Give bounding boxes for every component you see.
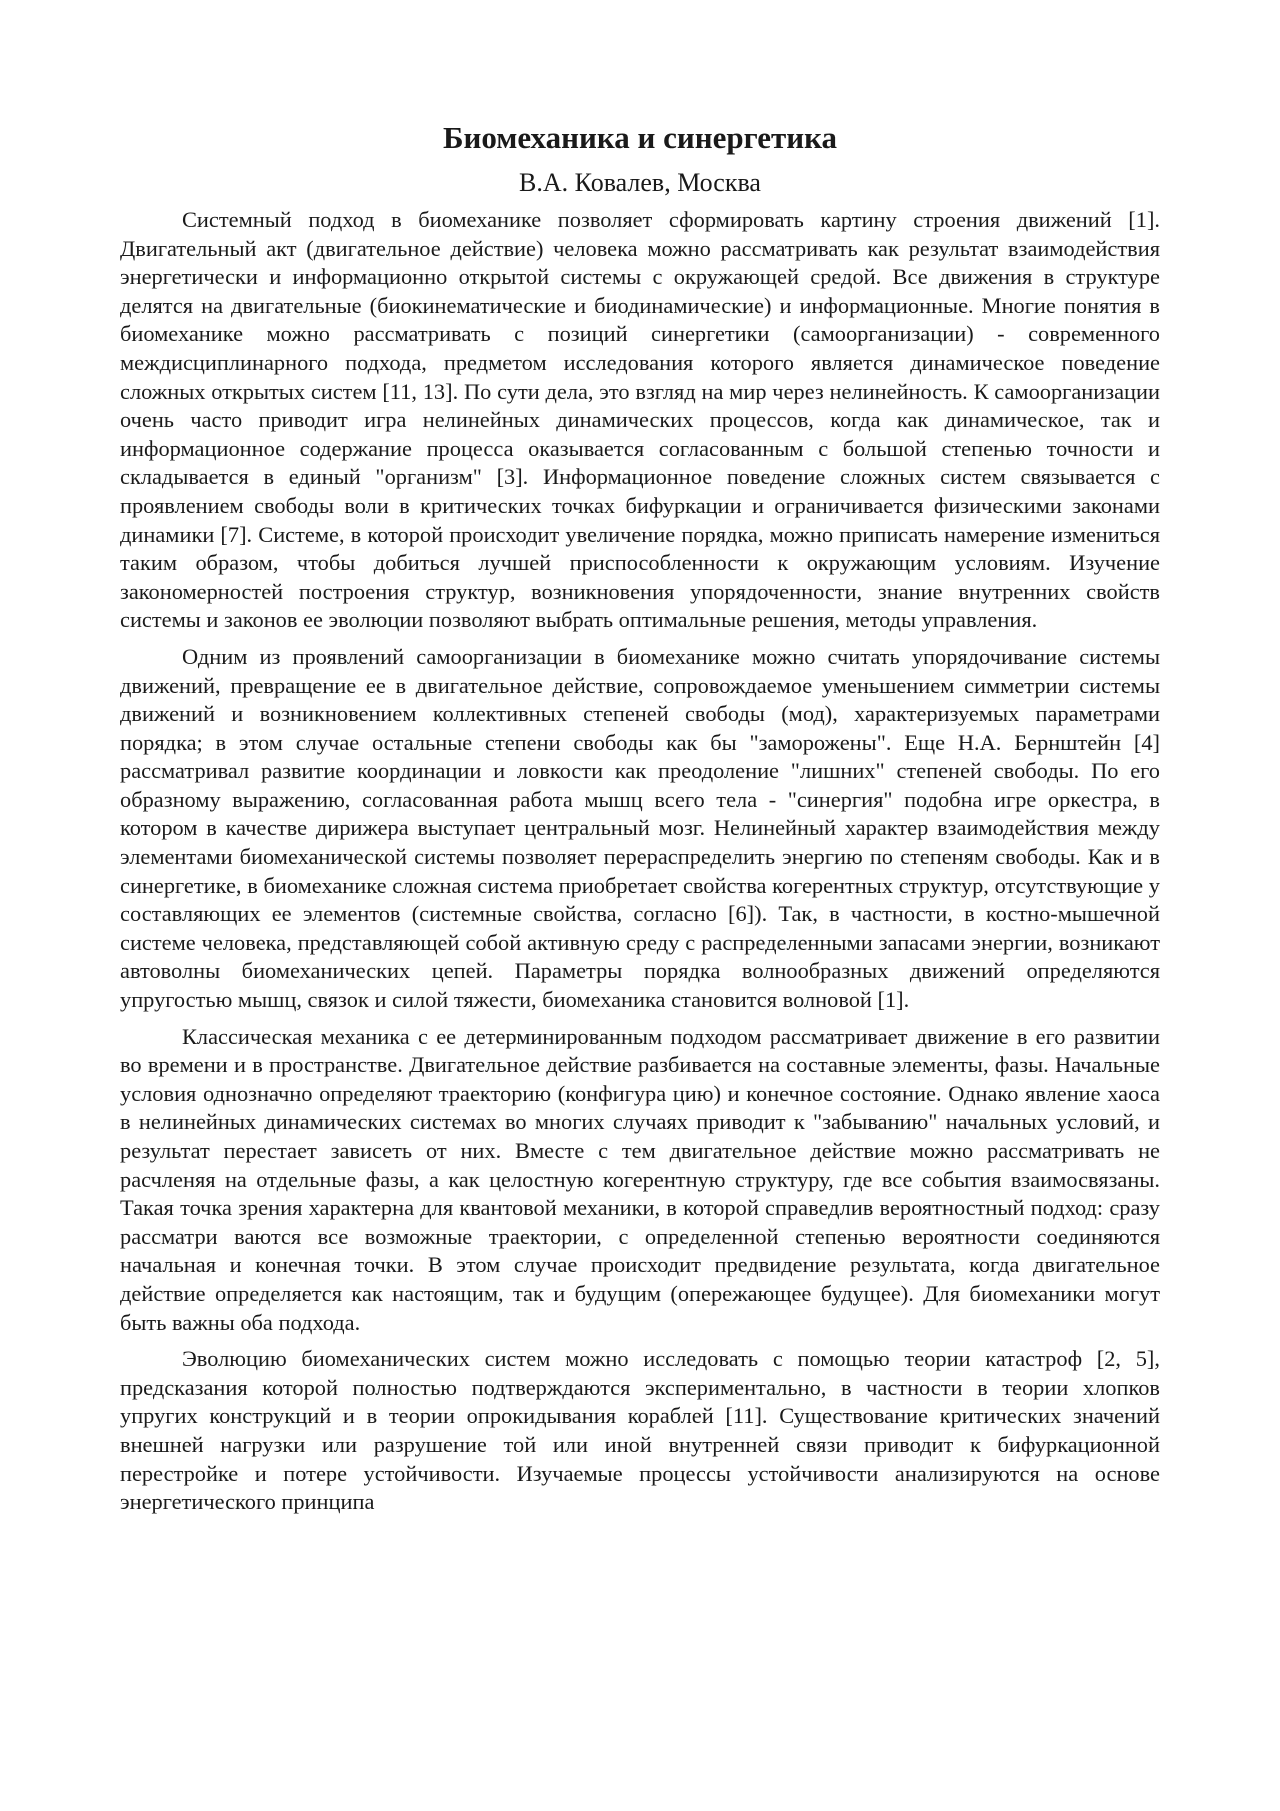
paragraph-1: Системный подход в биомеханике позволяет сформировать картину строения движений [1]. Двигательный акт (двигательное действие) человека можно рассматривать как результат взаимодействия энергетически и информационно открытой системы с окружающей средой. Все движения в структуре делятся на двигательные (биокинематические и биодинамические) и информационные. Многие понятия в биомеханике можно рассматривать с позиций синергетики (самоорганизации) - современного междисциплинарного подхода, предметом исследования которого является динамическое поведение сложных открытых систем [11, 13]. По сути дела, это взгляд на мир через нелинейность. К самоорганизации очень часто приводит игра нелинейных динамических процессов, когда как динамическое, так и информационное содержание процесса оказывается согласованным с большой степенью точности и складывается в единый "организм" [3]. Информационное поведение сложных систем связывается с проявлением свободы воли в критических точках бифуркации и ограничивается физическими законами динамики [7]. Системе, в которой происходит увеличение порядка, можно приписать намерение измениться таким образом, чтобы добиться лучшей приспособленности к окружающим условиям. Изучение закономерностей построения структур, возникновения упорядоченности, знание внутренних свойств системы и законов ее эволюции позволяют выбрать оптимальные решения, методы управления.	[120, 207, 1160, 633]
document-page	[120, 118, 1160, 1525]
paragraph-2: Одним из проявлений самоорганизации в биомеханике можно считать упорядочивание системы движений, превращение ее в двигательное действие, сопровождаемое уменьшением симметрии системы движений и возникновением коллективных степеней свободы (мод), характеризуемых параметрами порядка; в этом случае остальные степени свободы как бы "заморожены". Еще Н.А. Бернштейн [4] рассматривал развитие координации и ловкости как преодоление "лишних" степеней свободы. По его образному выражению, согласованная работа мышц всего тела - "синергия" подобна игре оркестра, в котором в качестве дирижера выступает центральный мозг. Нелинейный характер взаимодействия между элементами биомеханической системы позволяет перераспределить энергию по степеням свободы. Как и в синергетике, в биомеханике сложная система приобретает свойства когерентных структур, отсутствующие у составляющих ее элементов (системные свойства, согласно [6]). Так, в частности, в костно-мышечной системе человека, представляющей собой активную среду с распределенными запасами энергии, возникают автоволны биомеханических цепей. Параметры порядка волнообразных движений определяются упругостью мышц, связок и силой тяжести, биомеханика становится волновой [1].	[120, 643, 1160, 1013]
document-title: Биомеханика и синергетика	[443, 120, 837, 155]
paragraph-4: Эволюцию биомеханических систем можно исследовать с помощью теории катастроф [2, 5], предсказания которой полностью подтверждаются экспериментально, в частности в теории хлопков упругих конструкций и в теории опрокидывания кораблей [11]. Существование критических значений внешней нагрузки или разрушение той или иной внутренней связи приводит к бифуркационной перестройке и потере устойчивости. Изучаемые процессы устойчивости анализируются на основе энергетического принципа	[120, 1346, 1160, 1515]
paragraph-3: Классическая механика с ее детерминированным подходом рассматривает движение в его развитии во времени и в пространстве. Двигательное действие разбивается на составные элементы, фазы. Начальные условия однозначно определяют траекторию (конфигура цию) и конечное состояние. Однако явление хаоса в нелинейных динамических системах во многих случаях приводит к "забыванию" начальных условий, и результат перестает зависеть от них. Вместе с тем двигательное действие можно рассматривать не расчленяя на отдельные фазы, а как целостную когерентную структуру, где все события взаимосвязаны. Такая точка зрения характерна для квантовой механики, в которой справедлив вероятностный подход: сразу рассматри ваются все возможные траектории, с определенной степенью вероятности соединяются начальная и конечная точки. В этом случае происходит предвидение результата, когда двигательное действие определяется как настоящим, так и будущим (опережающее будущее). Для биомеханики могут быть важны оба подхода.	[120, 1023, 1160, 1335]
document-author: В.А. Ковалев, Москва	[519, 168, 761, 197]
